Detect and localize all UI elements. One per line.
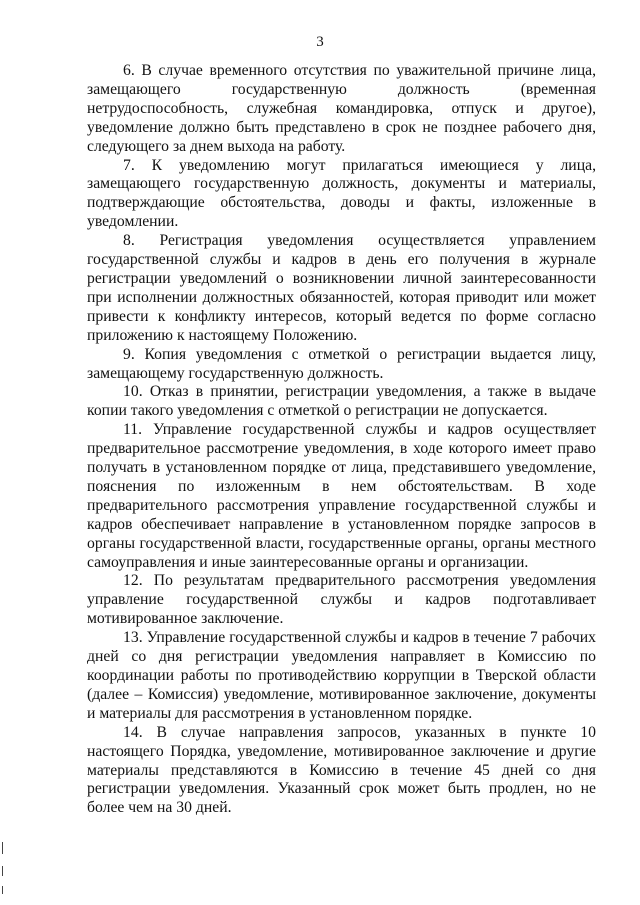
paragraph-10: 10. Отказ в принятии, регистрации уведомления, а также в выдаче копии такого уведомления с отметкой о регистрации не допускается. — [87, 383, 596, 420]
scan-edge-mark — [2, 886, 3, 894]
page-number: 3 — [316, 34, 324, 50]
scan-edge-mark — [2, 866, 3, 876]
paragraph-8: 8. Регистрация уведомления осуществляется управлением государственной службы и кадров в день его получения в журнале регистрации уведомлений о возникновении личной заинтересованности при исполнении должностных обязанностей, которая приводит или может привести к конфликту интересов, который ведется по форме согласно приложению к настоящему Положению. — [87, 232, 596, 344]
paragraph-7: 7. К уведомлению могут прилагаться имеющиеся у лица, замещающего государственную должность, документы и материалы, подтверждающие обстоятельства, доводы и факты, изложенные в уведомлении. — [87, 156, 596, 231]
paragraph-12: 12. По результатам предварительного рассмотрения уведомления управление государственной службы и кадров подготавливает мотивированное заключение. — [87, 572, 596, 628]
paragraph-6: 6. В случае временного отсутствия по уважительной причине лица, замещающего государственную должность (временная нетрудоспособность, служебная командировка, отпуск и другое), уведомление должно быть представлено в срок не позднее рабочего дня, следующего за днем выхода на работу. — [87, 62, 596, 155]
paragraph-9: 9. Копия уведомления с отметкой о регистрации выдается лицу, замещающему государственную должность. — [87, 345, 596, 382]
paragraph-14: 14. В случае направления запросов, указанных в пункте 10 настоящего Порядка, уведомление, мотивированное заключение и другие материалы представляются в Комиссию в течение 45 дней со дня регистрации уведомления. Указанный срок может быть продлен, но не более чем на 30 дней. — [87, 723, 596, 817]
paragraph-11: 11. Управление государственной службы и кадров осуществляет предварительное рассмотрение уведомления, в ходе которого имеет право получать в установленном порядке от лица, представившего уведомление, пояснения по изложенным в нем обстоятельствам. В ходе предварительного рассмотрения управление государственной службы и кадров обеспечивает направление в установленном порядке запросов в органы государственной власти, государственные органы, органы местного самоуправления и иные заинтересованные органы и организации. — [87, 421, 596, 571]
document-body — [87, 62, 596, 818]
paragraph-13: 13. Управление государственной службы и кадров в течение 7 рабочих дней со дня регистрации уведомления направляет в Комиссию по координации работы по противодействию коррупции в Тверской области (далее – Комиссия) уведомление, мотивированное заключение, документы и материалы для рассмотрения в установленном порядке. — [87, 629, 596, 722]
scan-edge-mark — [2, 842, 3, 854]
